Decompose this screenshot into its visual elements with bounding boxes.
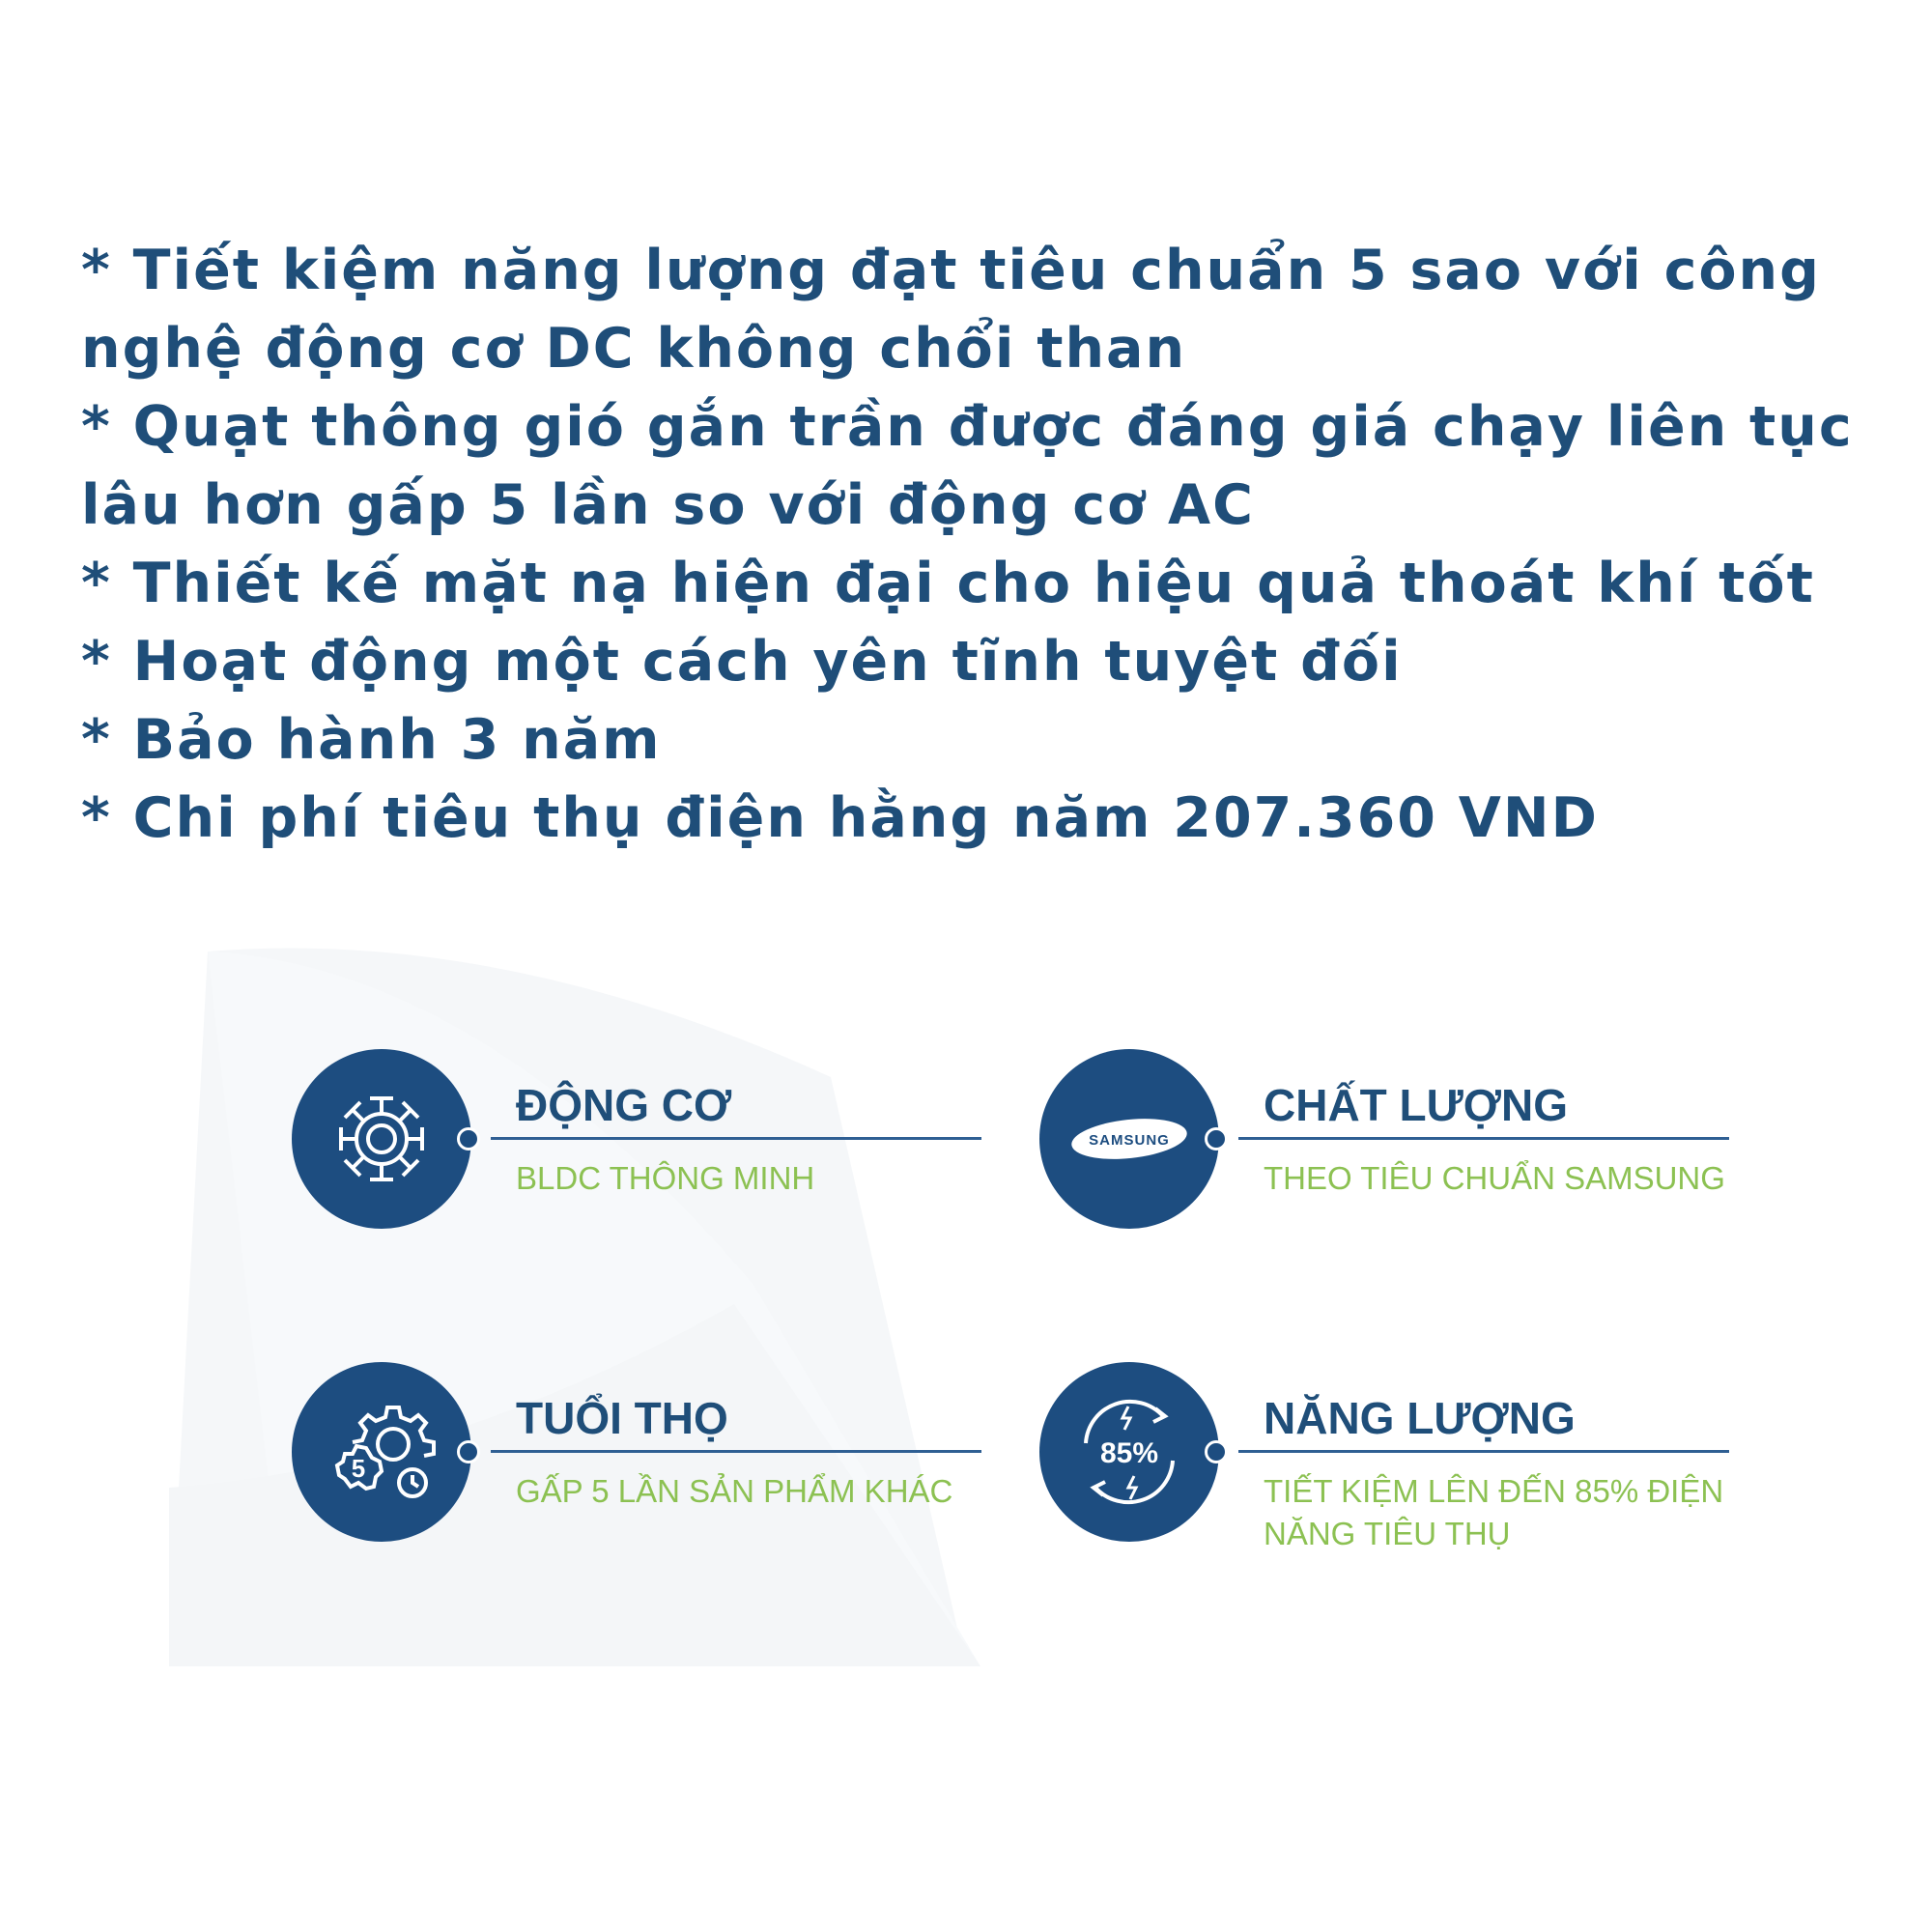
feature-subtitle: GẤP 5 LẦN SẢN PHẨM KHÁC [516,1473,953,1509]
feature-subtitle: TIẾT KIỆM LÊN ĐẾN 85% ĐIỆN NĂNG TIÊU THỤ [1264,1473,1724,1551]
divider-line [1238,1137,1729,1140]
motor-gear-icon [292,1049,471,1229]
bullet-item: * Quạt thông gió gắn trần được đáng giá chạy liên tục lâu hơn gấp 5 lần so với động cơ AC [81,395,1854,537]
feature-energy [1039,1362,1774,1575]
bullet-item: * Thiết kế mặt nạ hiện đại cho hiệu quả thoát khí tốt [81,552,1815,615]
feature-subtitle: THEO TIÊU CHUẨN SAMSUNG [1264,1160,1725,1196]
connector-dot [457,1127,480,1151]
divider-line [491,1137,981,1140]
connector-dot [1205,1440,1228,1463]
bullet-item: * Bảo hành 3 năm [81,708,662,772]
connector-dot [1205,1127,1228,1151]
bullet-item: * Chi phí tiêu thụ điện hằng năm 207.360 VND [81,786,1599,850]
energy-cycle-icon [1039,1362,1219,1542]
samsung-logo-icon [1039,1049,1219,1229]
feature-title: CHẤT LƯỢNG [1264,1080,1569,1130]
feature-motor [292,1049,1026,1262]
feature-quality [1039,1049,1774,1262]
feature-title: ĐỘNG CƠ [516,1080,732,1130]
divider-line [1238,1450,1729,1453]
connector-dot [457,1440,480,1463]
bullet-item: * Hoạt động một cách yên tĩnh tuyệt đối [81,630,1403,694]
feature-bullet-list [81,232,1897,858]
feature-title: NĂNG LƯỢNG [1264,1393,1576,1443]
feature-lifespan [292,1362,1026,1575]
lifespan-number: 5 [351,1454,366,1483]
energy-percent: 85% [1099,1437,1159,1469]
feature-subtitle: BLDC THÔNG MINH [516,1160,815,1196]
gear-clock-icon [292,1362,471,1542]
divider-line [491,1450,981,1453]
bullet-item: * Tiết kiệm năng lượng đạt tiêu chuẩn 5 sao với công nghệ động cơ DC không chổi than [81,239,1821,381]
feature-title: TUỔI THỌ [516,1393,728,1443]
samsung-logo-text: SAMSUNG [1089,1132,1170,1149]
